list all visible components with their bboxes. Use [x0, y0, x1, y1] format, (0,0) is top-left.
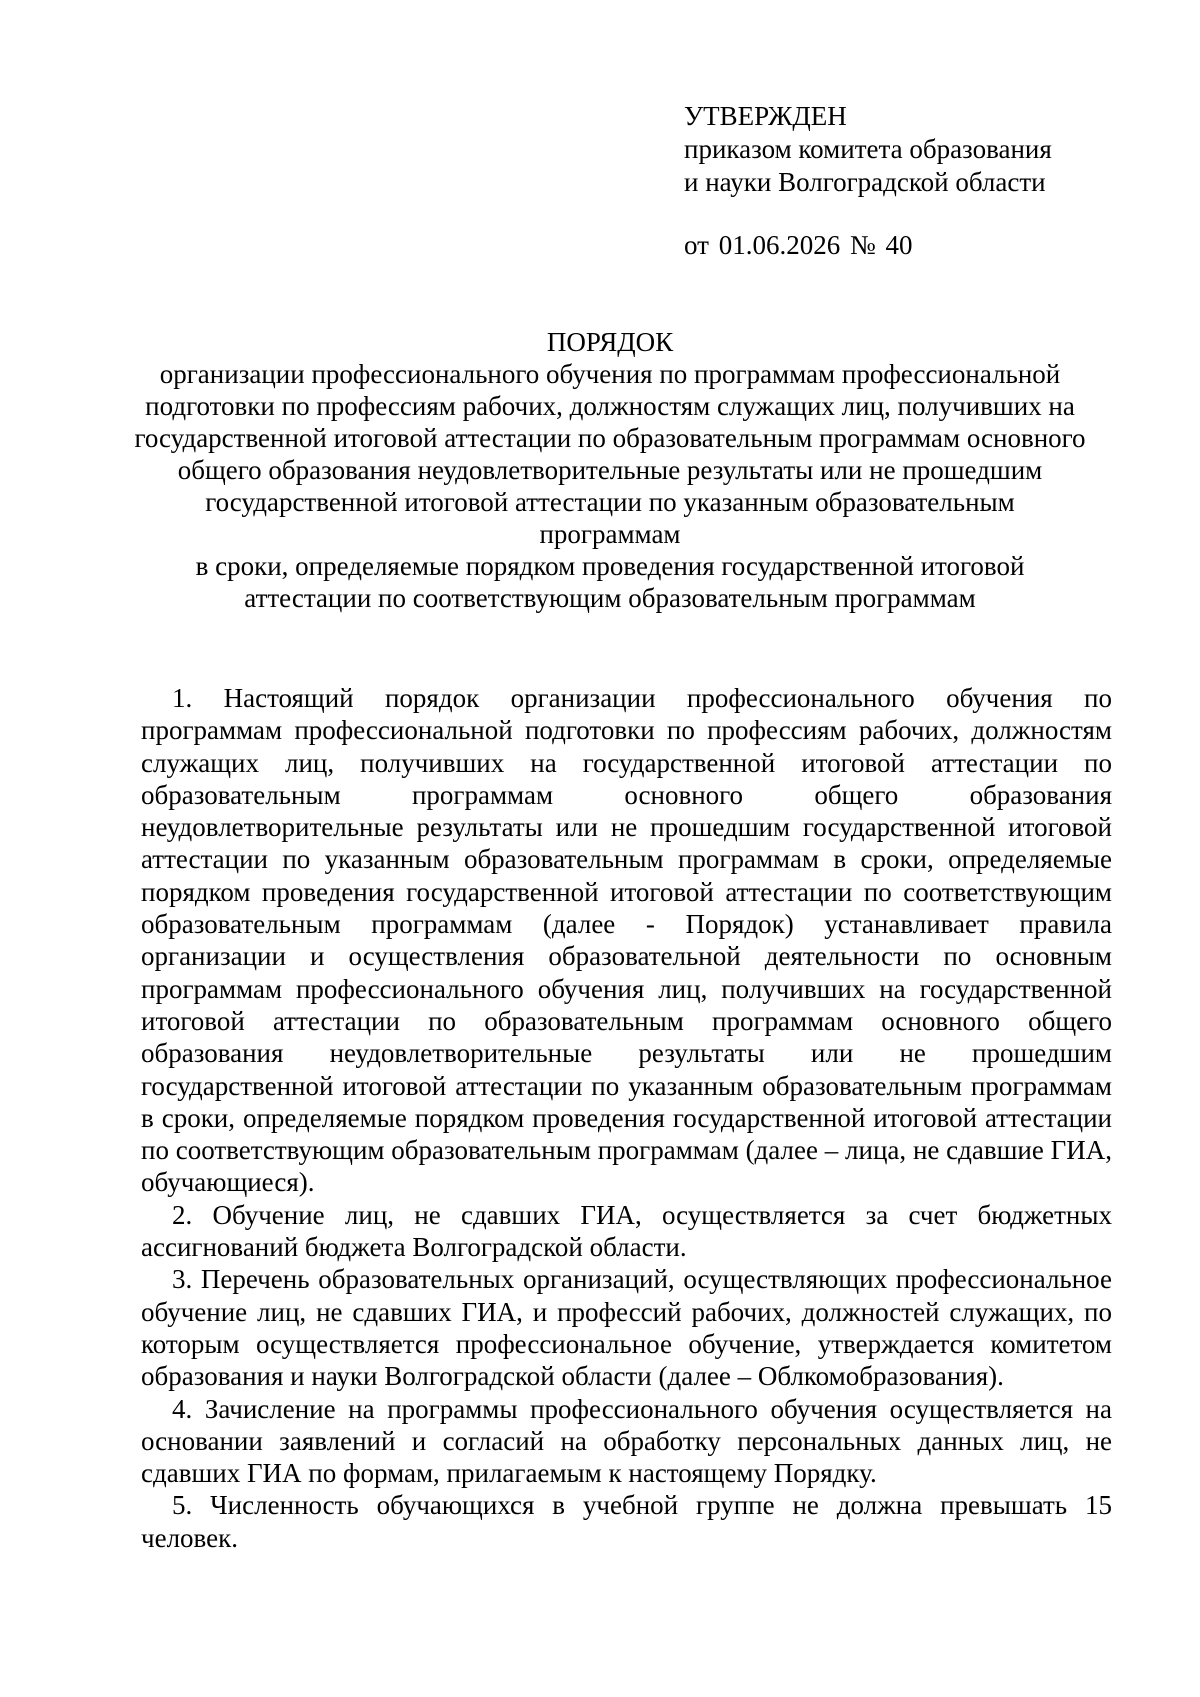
- title-line: в сроки, определяемые порядком проведения государственной итоговой: [195, 551, 1025, 581]
- paragraph-5: 5. Численность обучающихся в учебной группе не должна превышать 15 человек.: [141, 1490, 1112, 1553]
- approval-authority-line: и науки Волгоградской области: [684, 167, 1046, 197]
- title-line: организации профессионального обучения по программам профессиональной: [159, 359, 1061, 389]
- approval-order-line: приказом комитета образования: [684, 134, 1052, 164]
- title-line: программам: [539, 519, 681, 549]
- document-body: [141, 682, 1112, 1554]
- paragraph-4: 4. Зачисление на программы профессионального обучения осуществляется на основании заявлений и согласий на обработку персональных данных лиц, не сдавших ГИА по формам, прилагаемым к настоящему Порядку.: [141, 1393, 1112, 1489]
- approval-title: УТВЕРЖДЕН: [684, 101, 847, 131]
- document-title-block: [110, 326, 1110, 614]
- title-line: государственной итоговой аттестации по указанным образовательным: [205, 487, 1015, 517]
- paragraph-3: 3. Перечень образовательных организаций, осуществляющих профессиональное обучение лиц, не сдавших ГИА, и профессий рабочих, должностей служащих, по которым осуществляется профессиональное обучение, утверждается комитетом образования и науки Волгоградской области (далее – Облкомобразования).: [141, 1264, 1112, 1392]
- title-line: подготовки по профессиям рабочих, должностям служащих лиц, получивших на: [145, 391, 1075, 421]
- document-heading: ПОРЯДОК: [546, 327, 674, 357]
- title-line: общего образования неудовлетворительные результаты или не прошедшим: [177, 455, 1043, 485]
- title-line: аттестации по соответствующим образовательным программам: [244, 583, 976, 613]
- approval-date-number: от 01.06.2026 № 40: [684, 230, 913, 260]
- title-line: государственной итоговой аттестации по образовательным программам основного: [134, 423, 1086, 453]
- approval-stamp-block: [684, 100, 1144, 262]
- paragraph-2: 2. Обучение лиц, не сдавших ГИА, осуществляется за счет бюджетных ассигнований бюджета Волгоградской области.: [141, 1199, 1112, 1263]
- paragraph-1: 1. Настоящий порядок организации профессионального обучения по программам профессиональной подготовки по профессиям рабочих, должностям служащих лиц, получивших на государственной итоговой аттестации по образовательным программам основного общего образования неудовлетворительные результаты или не прошедшим государственной итоговой аттестации по указанным образовательным программам в сроки, определяемые порядком проведения государственной итоговой аттестации по соответствующим образовательным программам (далее - Порядок) устанавливает правила организации и осуществления образовательной деятельности по основным программам профессионального обучения лиц, получивших на государственной итоговой аттестации по образовательным программам основного общего образования неудовлетворительные результаты или не прошедшим государственной итоговой аттестации по указанным образовательным программам в сроки, определяемые порядком проведения государственной итоговой аттестации по соответствующим образовательным программам (далее – лица, не сдавшие ГИА, обучающиеся).: [141, 683, 1112, 1198]
